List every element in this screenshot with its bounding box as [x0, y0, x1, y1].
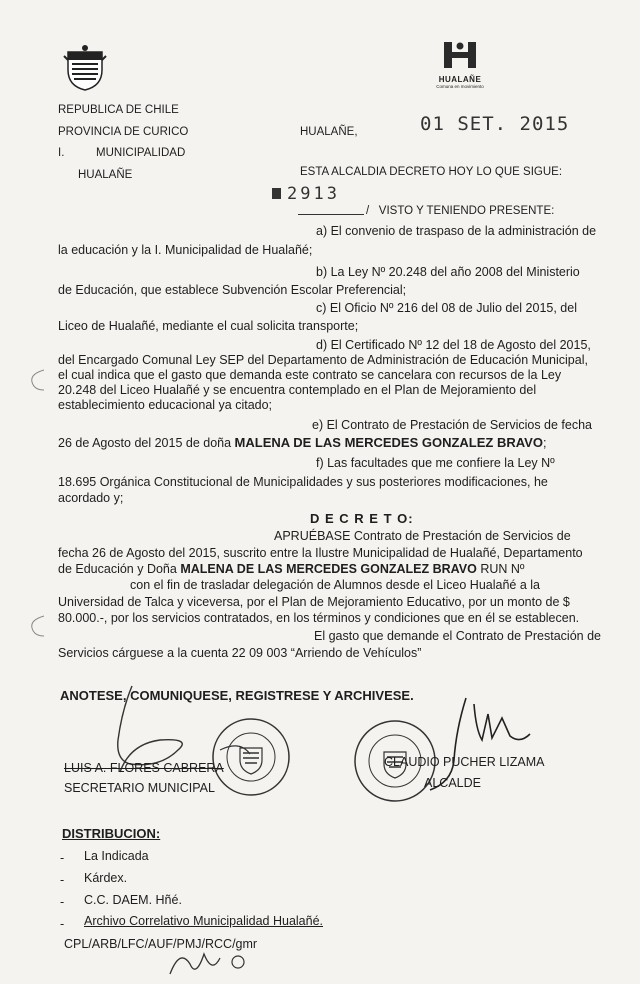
- considerando-d-line5: establecimiento educacional ya citado;: [58, 398, 273, 412]
- considerando-d-line1: d) El Certificado Nº 12 del 18 de Agosto del 2015,: [316, 338, 591, 352]
- header-municipality: MUNICIPALIDAD: [96, 147, 186, 159]
- secretary-name: LUIS A. FLORES CABRERA: [64, 761, 224, 775]
- visto-label: VISTO Y TENIENDO PRESENTE:: [378, 205, 555, 217]
- considerando-c-line1: c) El Oficio Nº 216 del 08 de Julio del 2015, del: [316, 301, 577, 315]
- decreto-p1-line2: fecha 26 de Agosto del 2015, suscrito entre la Ilustre Municipalidad de Hualañé, Departamento: [58, 546, 583, 560]
- decreto-p2-line2: Servicios cárguese a la cuenta 22 09 003 “Arriendo de Vehículos”: [58, 646, 422, 660]
- distribution-dash-4: -: [60, 917, 65, 931]
- place-city: HUALAÑE,: [300, 126, 358, 138]
- considerando-e-line2: [58, 435, 546, 450]
- considerando-c-line2: Liceo de Hualañé, mediante el cual solicita transporte;: [58, 319, 359, 333]
- distribution-initials: CPL/ARB/LFC/AUF/PMJ/RCC/gmr: [64, 937, 258, 951]
- distribution-dash-2: -: [60, 873, 65, 887]
- header-municipality-prefix: I.: [58, 147, 65, 159]
- considerando-d-line4: 20.248 del Liceo Hualañé y se encuentra contemplado en el Plan de Mejoramiento del: [58, 383, 537, 397]
- distribution-dash-3: -: [60, 895, 65, 909]
- decreto-p1-line1: APRUÉBASE Contrato de Prestación de Servicios de: [274, 529, 571, 543]
- distribution-item: Archivo Correlativo Municipalidad Hualañé.: [84, 914, 324, 928]
- decreto-p1-pre: de Educación y Doña: [58, 562, 181, 576]
- distribution-title: DISTRIBUCION:: [62, 826, 161, 841]
- header-province: PROVINCIA DE CURICO: [58, 126, 189, 138]
- logo-h-icon: [440, 40, 480, 70]
- considerando-d-line3: el cual indica que el gasto que demanda este contrato se cancelara con recursos de la Ley: [58, 368, 562, 382]
- considerando-e-post: ;: [542, 436, 547, 450]
- mayor-title: ALCALDE: [424, 776, 481, 790]
- considerando-b-line2: de Educación, que establece Subvención Escolar Preferencial;: [58, 283, 407, 297]
- distribution-item: Kárdex.: [84, 871, 128, 885]
- contractor-name: MALENA DE LAS MERCEDES GONZALEZ BRAVO: [234, 435, 543, 450]
- punch-hole-bottom: [28, 614, 48, 638]
- closing-anotese: ANOTESE, COMUNIQUESE, REGISTRESE Y ARCHIVESE.: [60, 688, 414, 703]
- decreto-p1-post: RUN Nº: [476, 562, 525, 576]
- logo-tagline: Comuna en movimiento: [436, 84, 484, 89]
- punch-hole-top: [28, 368, 48, 392]
- decreto-title: D E C R E T O:: [310, 511, 414, 526]
- considerando-a-line1: a) El convenio de traspaso de la administración de: [316, 224, 597, 238]
- header-city: HUALAÑE: [78, 169, 133, 181]
- visto-heading: / VISTO Y TENIENDO PRESENTE:: [366, 205, 555, 217]
- decreto-contractor-name: MALENA DE LAS MERCEDES GONZALEZ BRAVO: [180, 562, 477, 576]
- considerando-f-line3: acordado y;: [58, 491, 124, 505]
- decree-number-value: 2913: [287, 184, 340, 204]
- decreto-p1-line3: [58, 562, 524, 576]
- distribution-item: La Indicada: [84, 849, 149, 863]
- decree-intro: ESTA ALCALDIA DECRETO HOY LO QUE SIGUE:: [300, 166, 563, 178]
- municipal-seal-left: [210, 716, 292, 798]
- handwritten-initials: [160, 944, 260, 984]
- decreto-p1-line4: con el fin de trasladar delegación de Alumnos desde el Liceo Hualañé a la: [130, 578, 540, 592]
- considerando-b-line1: b) La Ley Nº 20.248 del año 2008 del Ministerio: [316, 265, 580, 279]
- considerando-e-pre: 26 de Agosto del 2015 de doña: [58, 436, 235, 450]
- hualane-logo: [436, 40, 484, 89]
- decree-number-box: [272, 188, 281, 199]
- considerando-d-line2: del Encargado Comunal Ley SEP del Departamento de Administración de Educación Municipal,: [58, 353, 588, 367]
- decreto-p2-line1: El gasto que demande el Contrato de Prestación de: [314, 629, 601, 643]
- considerando-a-line2: la educación y la I. Municipalidad de Hualañé;: [58, 243, 313, 257]
- decree-number-line: [298, 214, 364, 215]
- logo-brand: HUALAÑE: [438, 75, 482, 84]
- mayor-name: CLAUDIO PUCHER LIZAMA: [384, 755, 545, 769]
- considerando-f-line1: f) Las facultades que me confiere la Ley Nº: [316, 456, 555, 470]
- decree-number: [272, 184, 340, 204]
- decreto-p1-line5: Universidad de Talca y viceversa, por el Plan de Mejoramiento Educativo, por un monto de $: [58, 595, 570, 609]
- date-stamp: 01 SET. 2015: [420, 113, 570, 135]
- decreto-p1-line6: 80.000.-, por los servicios contratados, en los términos y condiciones que en él se establecen.: [58, 611, 580, 625]
- secretary-title: SECRETARIO MUNICIPAL: [64, 781, 215, 795]
- header-republic: REPUBLICA DE CHILE: [58, 104, 179, 116]
- distribution-dash-1: -: [60, 851, 65, 865]
- considerando-f-line2: 18.695 Orgánica Constitucional de Municipalidades y sus posteriores modificaciones, he: [58, 475, 548, 489]
- considerando-e-line1: e) El Contrato de Prestación de Servicios de fecha: [312, 418, 593, 432]
- distribution-item: C.C. DAEM. Hñé.: [84, 893, 182, 907]
- coat-of-arms: [62, 44, 108, 97]
